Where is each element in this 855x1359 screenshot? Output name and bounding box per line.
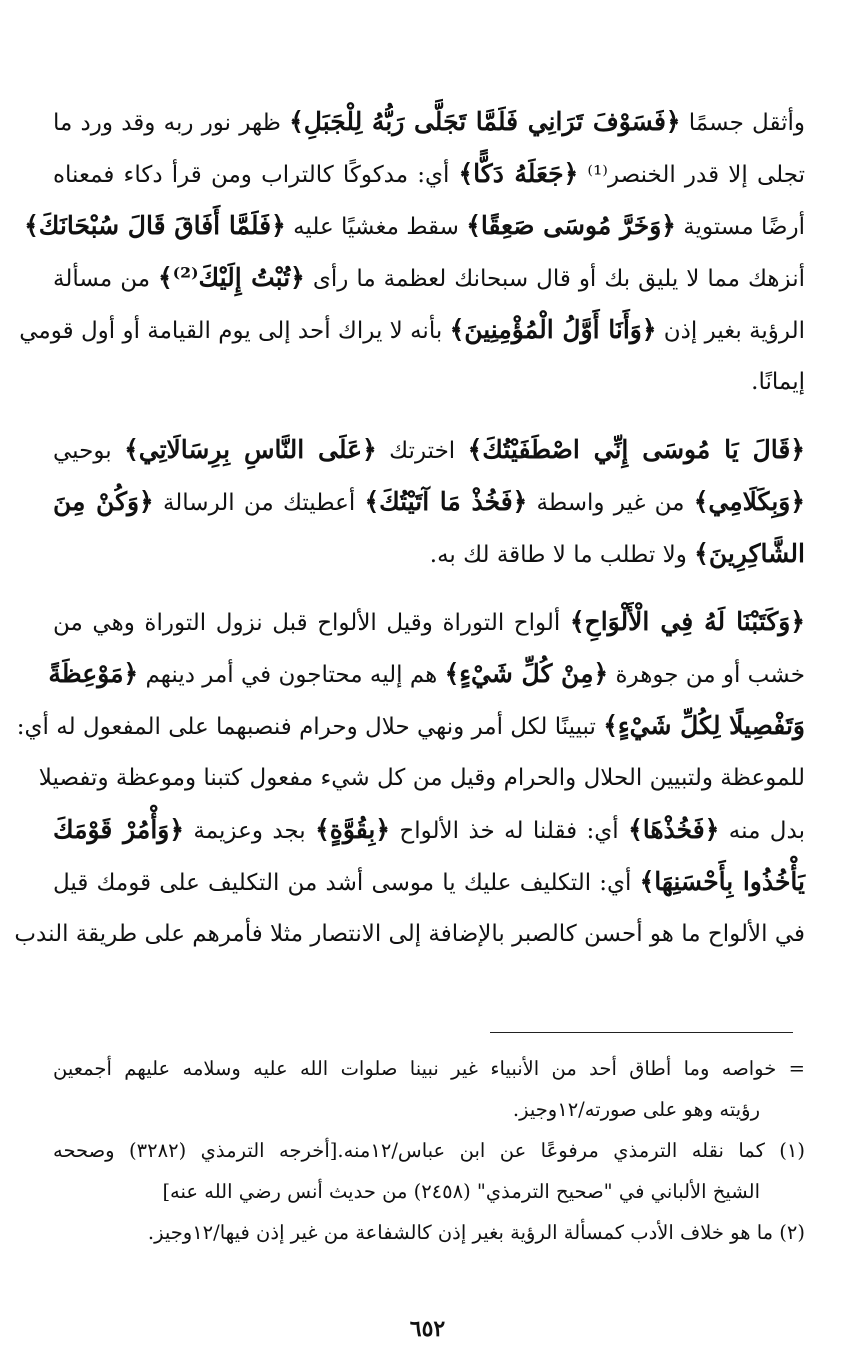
text-line: ﴿وَكَتَبْنَا لَهُ فِي الْأَلْوَاحِ﴾ ألواح التوراة وقيل الألواح قبل نزول التوراة وهي من: [53, 607, 805, 636]
quran-text: ﴿تُبْتُ إِلَيْكَ⁽²⁾﴾: [158, 263, 305, 292]
quran-text: ﴿قَالَ يَا مُوسَى إِنِّي اصْطَفَيْتُكَ﴾: [467, 435, 805, 464]
footnote-line: = خواصه وما أطاق أحد من الأنبياء غير نبينا صلوات الله عليه وسلامه عليهم أجمعين: [53, 1057, 805, 1080]
text-line: تجلى إلا قدر الخنصر⁽¹⁾ ﴿جَعَلَهُ دَكًّا﴾ أي: مدكوكًا كالتراب ومن قرأ دكاء فمعناه: [53, 159, 805, 188]
text-line: أنزهك مما لا يليق بك أو قال سبحانك لعظمة ما رأى ﴿تُبْتُ إِلَيْكَ⁽²⁾﴾ من مسألة: [53, 263, 805, 292]
quran-text: ﴿جَعَلَهُ دَكًّا﴾: [458, 159, 579, 188]
text-line: خشب أو من جوهرة ﴿مِنْ كُلِّ شَيْءٍ﴾ هم إليه محتاجون في أمر دينهم ﴿مَوْعِظَةً: [48, 659, 805, 688]
text-line: ﴿وَبِكَلَامِي﴾ من غير واسطة ﴿فَخُذْ مَا آتَيْتُكَ﴾ أعطيتك من الرسالة ﴿وَكُنْ مِنَ: [53, 487, 806, 516]
quran-text: ﴿بِقُوَّةٍ﴾: [315, 815, 391, 844]
quran-text: ﴿فَخُذْ مَا آتَيْتُكَ﴾: [364, 487, 528, 516]
footnote-line: الشيخ الألباني في "صحيح الترمذي" (٢٤٥٨) من حديث أنس رضي الله عنه]: [162, 1180, 760, 1203]
text-line: يَأْخُذُوا بِأَحْسَنِهَا﴾ أي: التكليف عليك يا موسى أشد من التكليف على قومك قيل: [53, 867, 805, 896]
text-line: بدل منه ﴿فَخُذْهَا﴾ أي: فقلنا له خذ الألواح ﴿بِقُوَّةٍ﴾ بجد وعزيمة ﴿وَأْمُرْ قَوْمَكَ: [53, 815, 805, 844]
quran-text: ﴿فَسَوْفَ تَرَانِي فَلَمَّا تَجَلَّى رَبُّهُ لِلْجَبَلِ﴾: [289, 107, 681, 136]
quran-text: الشَّاكِرِينَ﴾: [694, 539, 805, 568]
quran-text: ﴿فَخُذْهَا﴾: [628, 815, 720, 844]
quran-text: ﴿مِنْ كُلِّ شَيْءٍ﴾: [444, 659, 609, 688]
footnote-1: [53, 1130, 805, 1212]
footnote-continued: [53, 1048, 805, 1130]
footnote-line: (٢) ما هو خلاف الأدب كمسألة الرؤية بغير إذن كالشفاعة من غير إذن فيها/١٢وجيز.: [147, 1221, 805, 1244]
quran-text: وَتَفْصِيلًا لِكُلِّ شَيْءٍ﴾: [603, 711, 805, 740]
quran-text: ﴿وَبِكَلَامِي﴾: [693, 487, 806, 516]
quran-text: ﴿وَأْمُرْ قَوْمَكَ: [53, 815, 184, 844]
text-line: وأثقل جسمًا ﴿فَسَوْفَ تَرَانِي فَلَمَّا تَجَلَّى رَبُّهُ لِلْجَبَلِ﴾ ظهر نور ربه وقد ورد ما: [53, 107, 806, 136]
page-number: ٦٥٢: [409, 1316, 446, 1342]
text-line: الشَّاكِرِينَ﴾ ولا تطلب ما لا طاقة لك به.: [429, 539, 805, 568]
paragraph-2: [53, 424, 805, 580]
footnote-line: رؤيته وهو على صورته/١٢وجيز.: [512, 1098, 760, 1121]
footnote-separator: [490, 1032, 793, 1033]
text-line: ﴿قَالَ يَا مُوسَى إِنِّي اصْطَفَيْتُكَ﴾ اخترتك ﴿عَلَى النَّاسِ بِرِسَالَاتِي﴾ بوحيي: [53, 435, 805, 464]
quran-text: يَأْخُذُوا بِأَحْسَنِهَا﴾: [639, 867, 805, 896]
text-line: في الألواح ما هو أحسن كالصبر بالإضافة إلى الانتصار مثلا فأمرهم على طريقة الندب: [14, 921, 805, 947]
footnote-line: (١) كما نقله الترمذي مرفوعًا عن ابن عباس/١٢منه.[أخرجه الترمذي (٣٢٨٢) وصححه: [53, 1139, 806, 1162]
text-line: إيمانًا.: [751, 369, 805, 395]
quran-text: ﴿عَلَى النَّاسِ بِرِسَالَاتِي﴾: [124, 435, 377, 464]
text-line: وَتَفْصِيلًا لِكُلِّ شَيْءٍ﴾ تبيينًا لكل أمر ونهي حلال وحرام فنصبهما على المفعول له أي:: [16, 711, 805, 740]
quran-text: ﴿وَكَتَبْنَا لَهُ فِي الْأَلْوَاحِ﴾: [569, 607, 805, 636]
text-line: للموعظة ولتبيين الحلال والحرام وقيل من كل شيء مفعول كتبنا وموعظة وتفصيلا: [38, 765, 805, 791]
quran-text: ﴿وَكُنْ مِنَ: [53, 487, 154, 516]
main-text: [14, 96, 806, 960]
footnote-2: [53, 1212, 805, 1253]
paragraph-1: [19, 96, 806, 408]
quran-text: ﴿مَوْعِظَةً: [48, 659, 139, 688]
paragraph-3: [14, 596, 805, 960]
text-line: أرضًا مستوية ﴿وَخَرَّ مُوسَى صَعِقًا﴾ سقط مغشيًا عليه ﴿فَلَمَّا أَفَاقَ قَالَ سُبْحَانَكَ﴾: [24, 211, 805, 240]
footnotes: [53, 1048, 805, 1253]
quran-text: ﴿فَلَمَّا أَفَاقَ قَالَ سُبْحَانَكَ﴾: [24, 211, 286, 240]
quran-text: ﴿وَأَنَا أَوَّلُ الْمُؤْمِنِينَ﴾: [449, 315, 657, 344]
quran-text: ﴿وَخَرَّ مُوسَى صَعِقًا﴾: [466, 211, 676, 240]
text-line: الرؤية بغير إذن ﴿وَأَنَا أَوَّلُ الْمُؤْمِنِينَ﴾ بأنه لا يراك أحد إلى يوم القيامة أو أول قومي: [19, 315, 805, 344]
